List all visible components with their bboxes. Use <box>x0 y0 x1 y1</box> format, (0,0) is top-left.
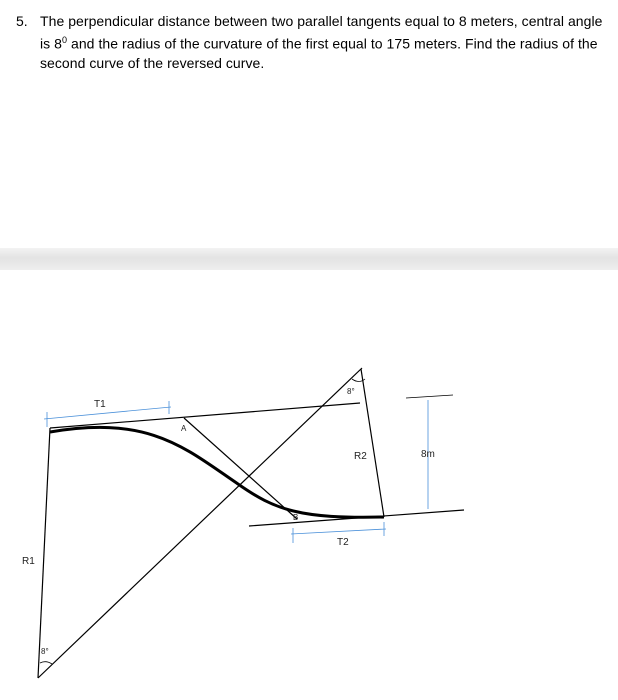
label-angle-bottom: 8° <box>41 647 49 656</box>
problem-text-line2-b: and the radius of the curvature of the first equal to 175 meters. Find the radius of the <box>67 35 598 52</box>
label-a: A <box>181 424 187 433</box>
radius-line-1-diagonal <box>38 368 362 678</box>
label-angle-top: 8° <box>347 387 355 396</box>
t2-dimension-line <box>291 529 386 534</box>
label-t1: T1 <box>94 399 106 410</box>
radius-line-1 <box>38 428 50 678</box>
label-r1: R1 <box>22 556 35 567</box>
label-b: B <box>293 513 299 522</box>
common-tangent-line <box>184 418 297 519</box>
radius-line-2 <box>361 369 384 517</box>
degree-superscript: 0 <box>62 35 68 45</box>
distance-extension-line <box>406 395 453 398</box>
problem-text-line1: The perpendicular distance between two parallel tangents equal to 8 meters, central angle <box>40 13 603 29</box>
label-distance: 8m <box>421 449 435 460</box>
reverse-curve <box>50 427 384 517</box>
problem-text-line3: second curve of the reversed curve. <box>40 54 265 71</box>
t1-dimension-line <box>44 407 171 419</box>
label-r2: R2 <box>354 451 367 462</box>
problem-text-line2-a: is 8 <box>40 35 62 52</box>
problem-number: 5. <box>16 13 28 29</box>
label-t2: T2 <box>337 537 349 548</box>
angle-arc-bottom <box>40 662 52 664</box>
